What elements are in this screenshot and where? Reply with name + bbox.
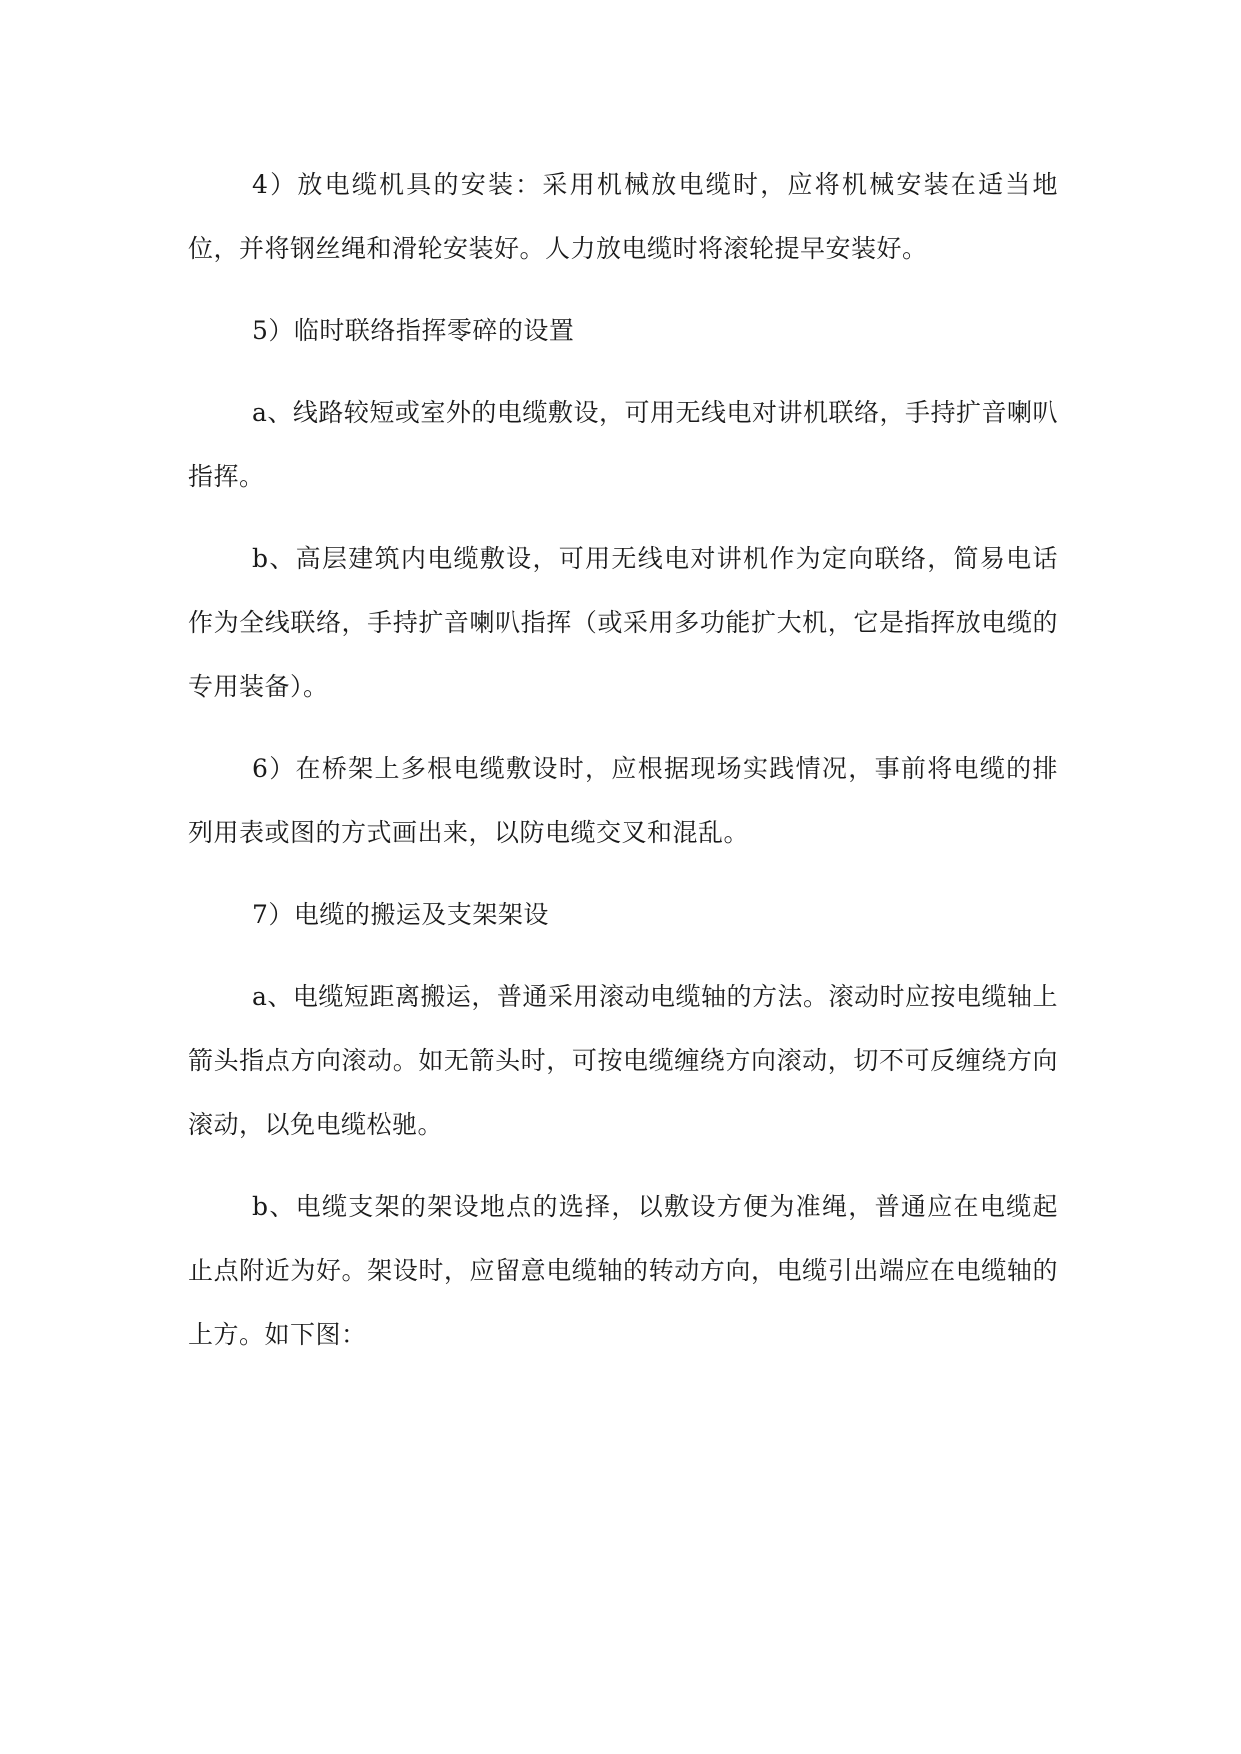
paragraph-highrise-radio: b、高层建筑内电缆敷设，可用无线电对讲机作为定向联络，简易电话作为全线联络，手持扩音喇叭指挥（或采用多功能扩大机，它是指挥放电缆的专用装备）。 bbox=[188, 544, 1058, 701]
paragraph-transport-heading: 7）电缆的搬运及支架架设 bbox=[252, 900, 549, 929]
paragraph-temp-command-heading: 5）临时联络指挥零碎的设置 bbox=[252, 316, 575, 345]
paragraph-short-line-radio: a、线路较短或室外的电缆敷设，可用无线电对讲机联络，手持扩音喇叭指挥。 bbox=[188, 398, 1058, 491]
paragraph-support-location: b、电缆支架的架设地点的选择，以敷设方便为准绳，普通应在电缆起止点附近为好。架设时，应留意电缆轴的转动方向，电缆引出端应在电缆轴的上方。如下图： bbox=[188, 1192, 1058, 1349]
paragraph-short-transport: a、电缆短距离搬运，普通采用滚动电缆轴的方法。滚动时应按电缆轴上箭头指点方向滚动。如无箭头时，可按电缆缠绕方向滚动，切不可反缠绕方向滚动，以免电缆松驰。 bbox=[188, 982, 1058, 1139]
paragraph-cable-machine-install: 4）放电缆机具的安装：采用机械放电缆时，应将机械安装在适当地位，并将钢丝绳和滑轮安装好。人力放电缆时将滚轮提早安装好。 bbox=[188, 170, 1058, 263]
paragraph-bridge-multi-cable: 6）在桥架上多根电缆敷设时，应根据现场实践情况，事前将电缆的排列用表或图的方式画出来，以防电缆交叉和混乱。 bbox=[188, 754, 1058, 847]
document-body bbox=[188, 153, 1058, 1385]
